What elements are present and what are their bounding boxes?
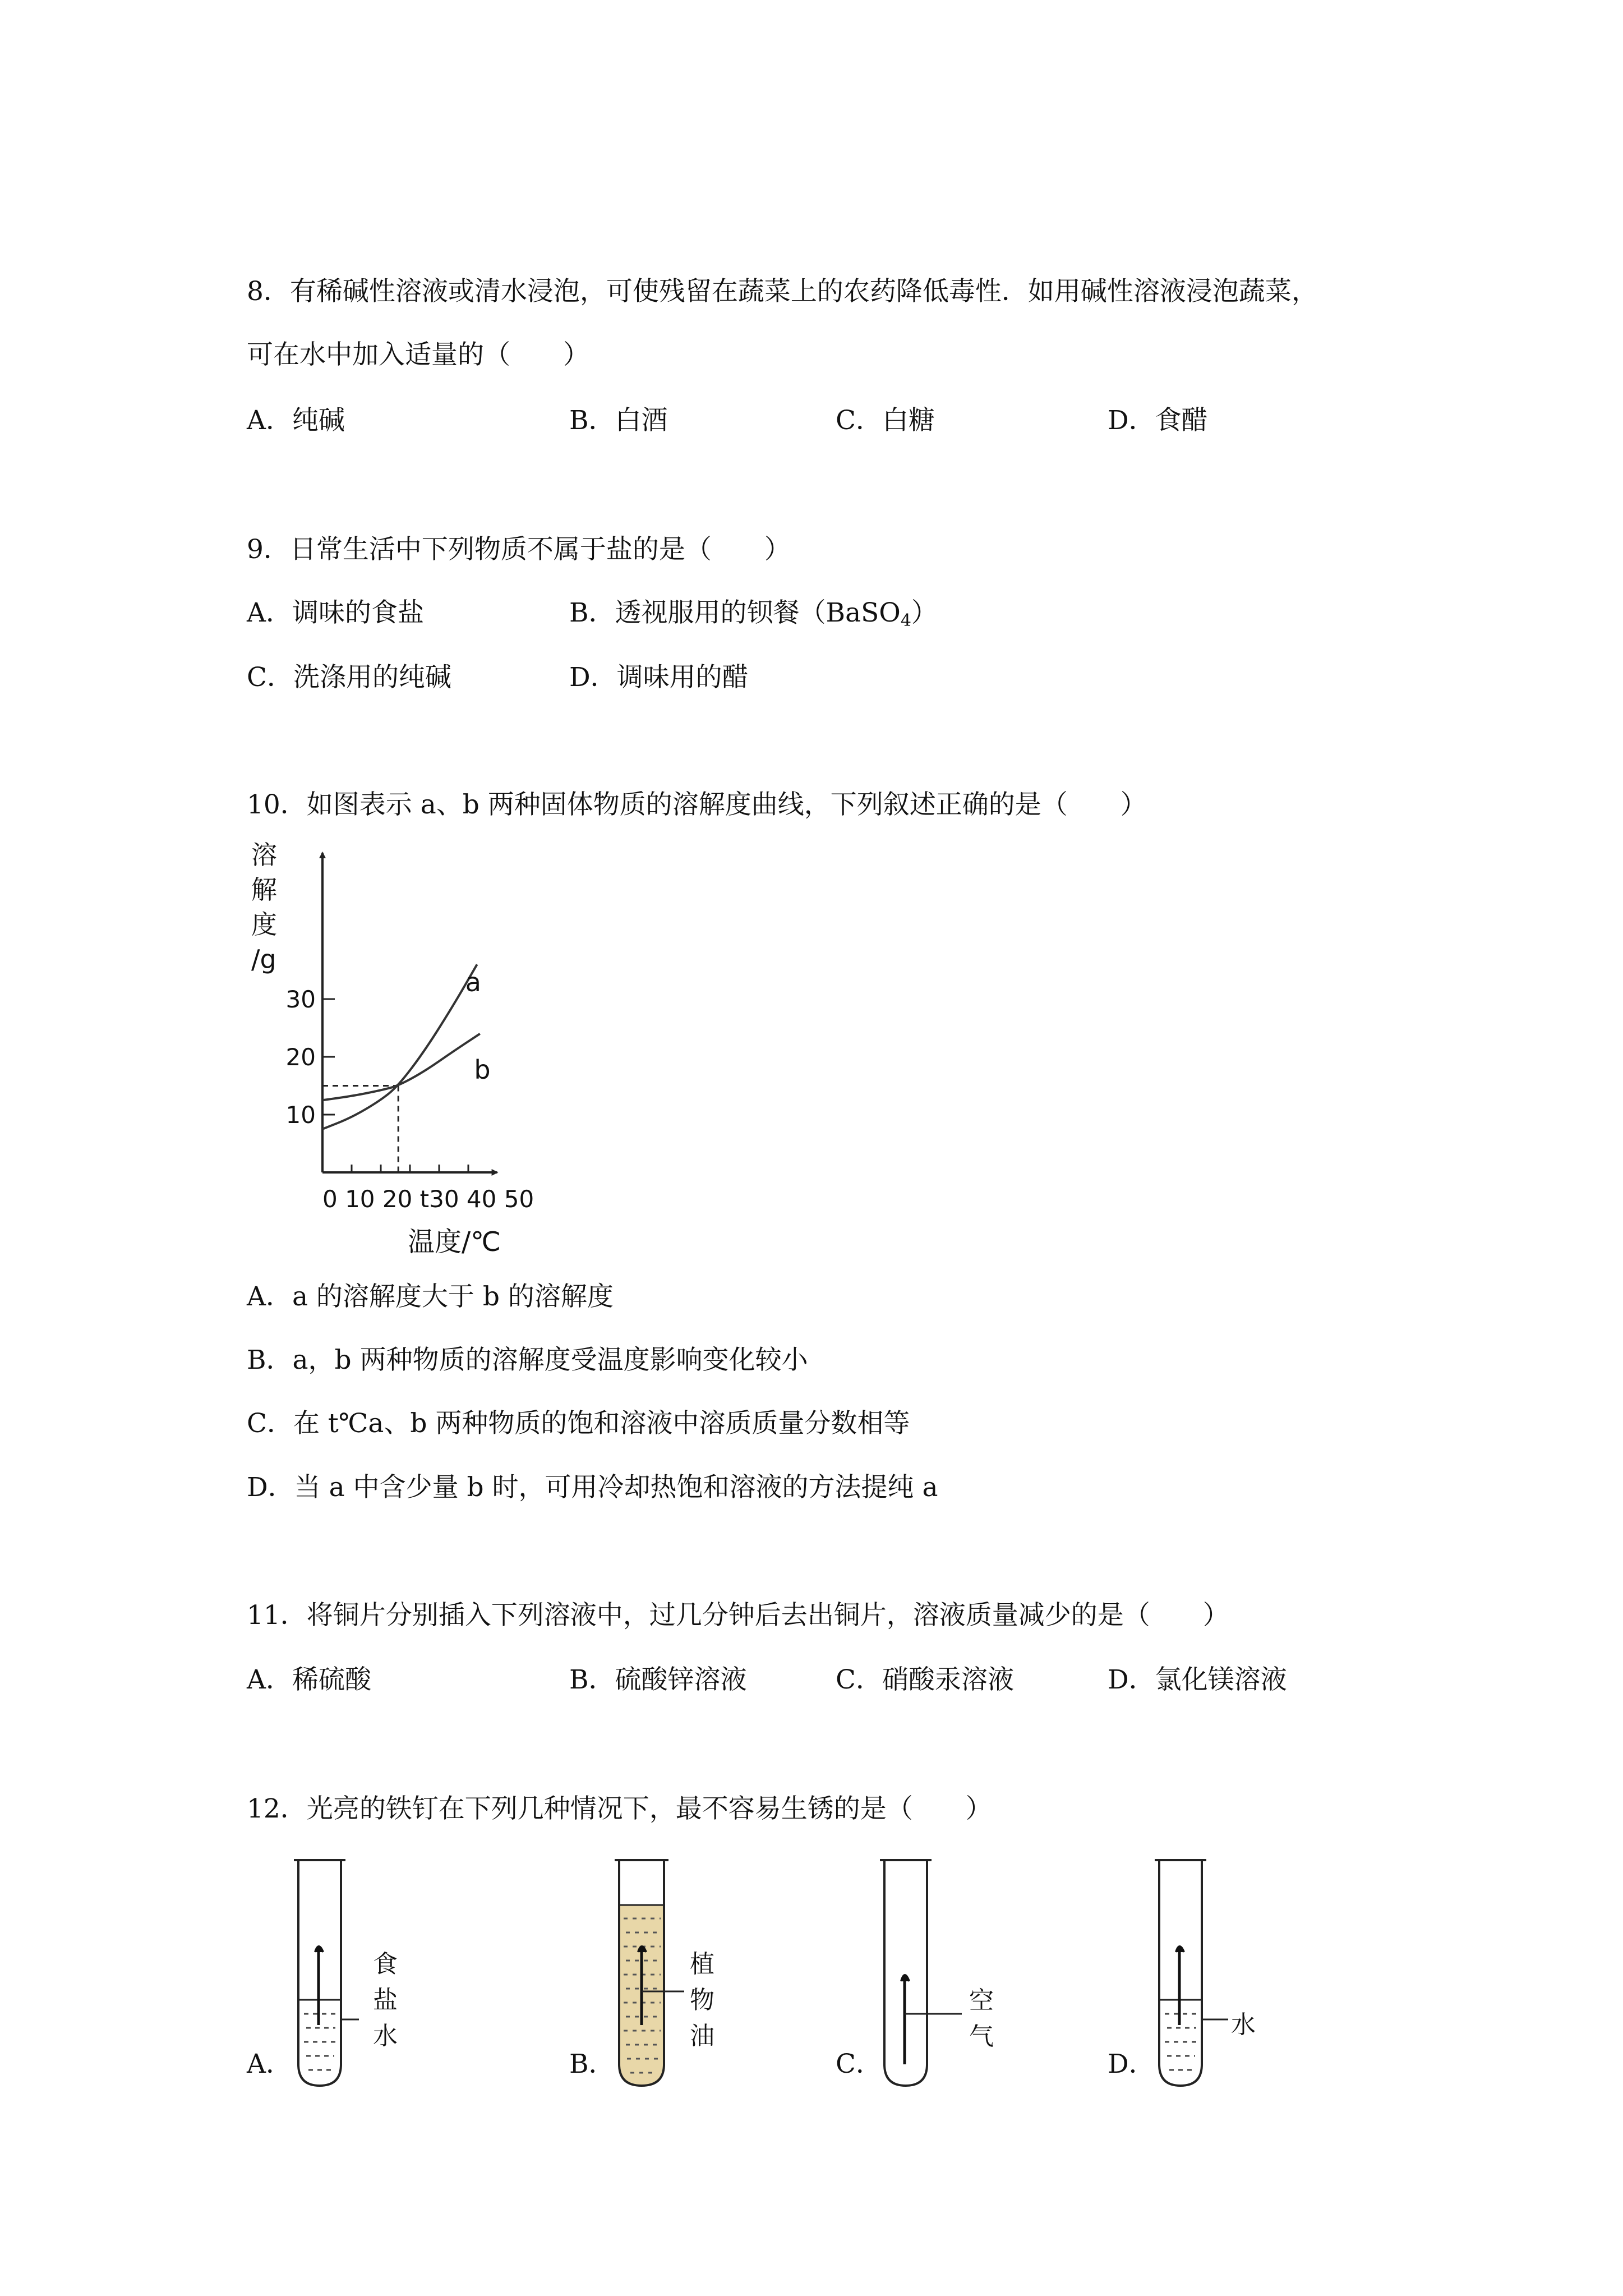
y-tick-label: 30 (285, 986, 316, 1013)
q11-option-a: A．稀硫酸 (247, 1664, 371, 1695)
q8-option-c: C．白糖 (836, 405, 935, 436)
q11-option-c: C．硝酸汞溶液 (836, 1664, 1014, 1695)
test-tube-salt-water (292, 1857, 359, 2092)
q11-option-b: B．硫酸锌溶液 (569, 1664, 747, 1695)
x-axis-label: 温度/℃ (408, 1226, 501, 1258)
test-tube-air (878, 1857, 973, 2092)
y-axis-label-char: 解 (251, 875, 277, 905)
q12-option-a: A． (247, 2049, 292, 2079)
q9-stem: 9．日常生活中下列物质不属于盐的是（ ） (247, 534, 791, 565)
solubility-chart (236, 836, 594, 1273)
y-axis-label-char: 溶 (251, 840, 277, 870)
series-label-b: b (474, 1054, 491, 1085)
test-tube-water (1152, 1857, 1248, 2092)
q10-option-d: D．当 a 中含少量 b 时，可用冷却热饱和溶液的方法提纯 a (247, 1472, 938, 1503)
q10-option-b: B．a，b 两种物质的溶解度受温度影响变化较小 (247, 1345, 808, 1375)
q9-option-a: A．调味的食盐 (247, 597, 424, 628)
q10-stem: 10．如图表示 a、b 两种固体物质的溶解度曲线，下列叙述正确的是（ ） (247, 789, 1147, 820)
series-label-a: a (465, 967, 482, 998)
q10-option-c: C．在 t℃a、b 两种物质的饱和溶液中溶质质量分数相等 (247, 1408, 910, 1439)
q8-option-b: B．白酒 (569, 405, 668, 436)
test-tube-vegetable-oil (611, 1857, 684, 2092)
q8-option-a: A．纯碱 (247, 405, 345, 436)
series-curve-a (322, 964, 477, 1129)
q12-option-b: B． (569, 2049, 615, 2079)
q12-option-d: D． (1108, 2049, 1155, 2079)
x-tick-labels: 0 10 20 t30 40 50 (322, 1185, 534, 1213)
q9-option-d: D．调味用的醋 (569, 662, 749, 693)
tube-a-label: 食 盐 水 (373, 1950, 398, 2050)
tube-c-label: 空 气 (969, 1986, 994, 2051)
y-axis-label-char: 度 (251, 909, 277, 940)
y-axis-label-char: /g (251, 944, 276, 974)
q12-option-c: C． (836, 2049, 882, 2079)
q11-stem: 11．将铜片分别插入下列溶液中，过几分钟后去出铜片，溶液质量减少的是（ ） (247, 1600, 1229, 1631)
q8-stem-line1: 8．有稀碱性溶液或清水浸泡，可使残留在蔬菜上的农药降低毒性．如用碱性溶液浸泡蔬菜， (247, 276, 1318, 307)
q8-stem-line2: 可在水中加入适量的（ ） (247, 339, 589, 370)
q10-option-a: A．a 的溶解度大于 b 的溶解度 (247, 1281, 614, 1312)
q11-option-d: D．氯化镁溶液 (1108, 1664, 1287, 1695)
q12-stem: 12．光亮的铁钉在下列几种情况下，最不容易生锈的是（ ） (247, 1793, 992, 1824)
y-tick-label: 20 (285, 1043, 316, 1071)
q9-option-b: B．透视服用的钡餐（BaSO$_4$） (569, 597, 938, 631)
q8-option-d: D．食醋 (1108, 405, 1208, 436)
tube-d-label: 水 (1231, 2010, 1256, 2039)
series-curve-b (322, 1034, 480, 1100)
q9-option-c: C．洗涤用的纯碱 (247, 662, 451, 693)
tube-b-label: 植 物 油 (690, 1950, 714, 2050)
y-tick-label: 10 (285, 1101, 316, 1129)
